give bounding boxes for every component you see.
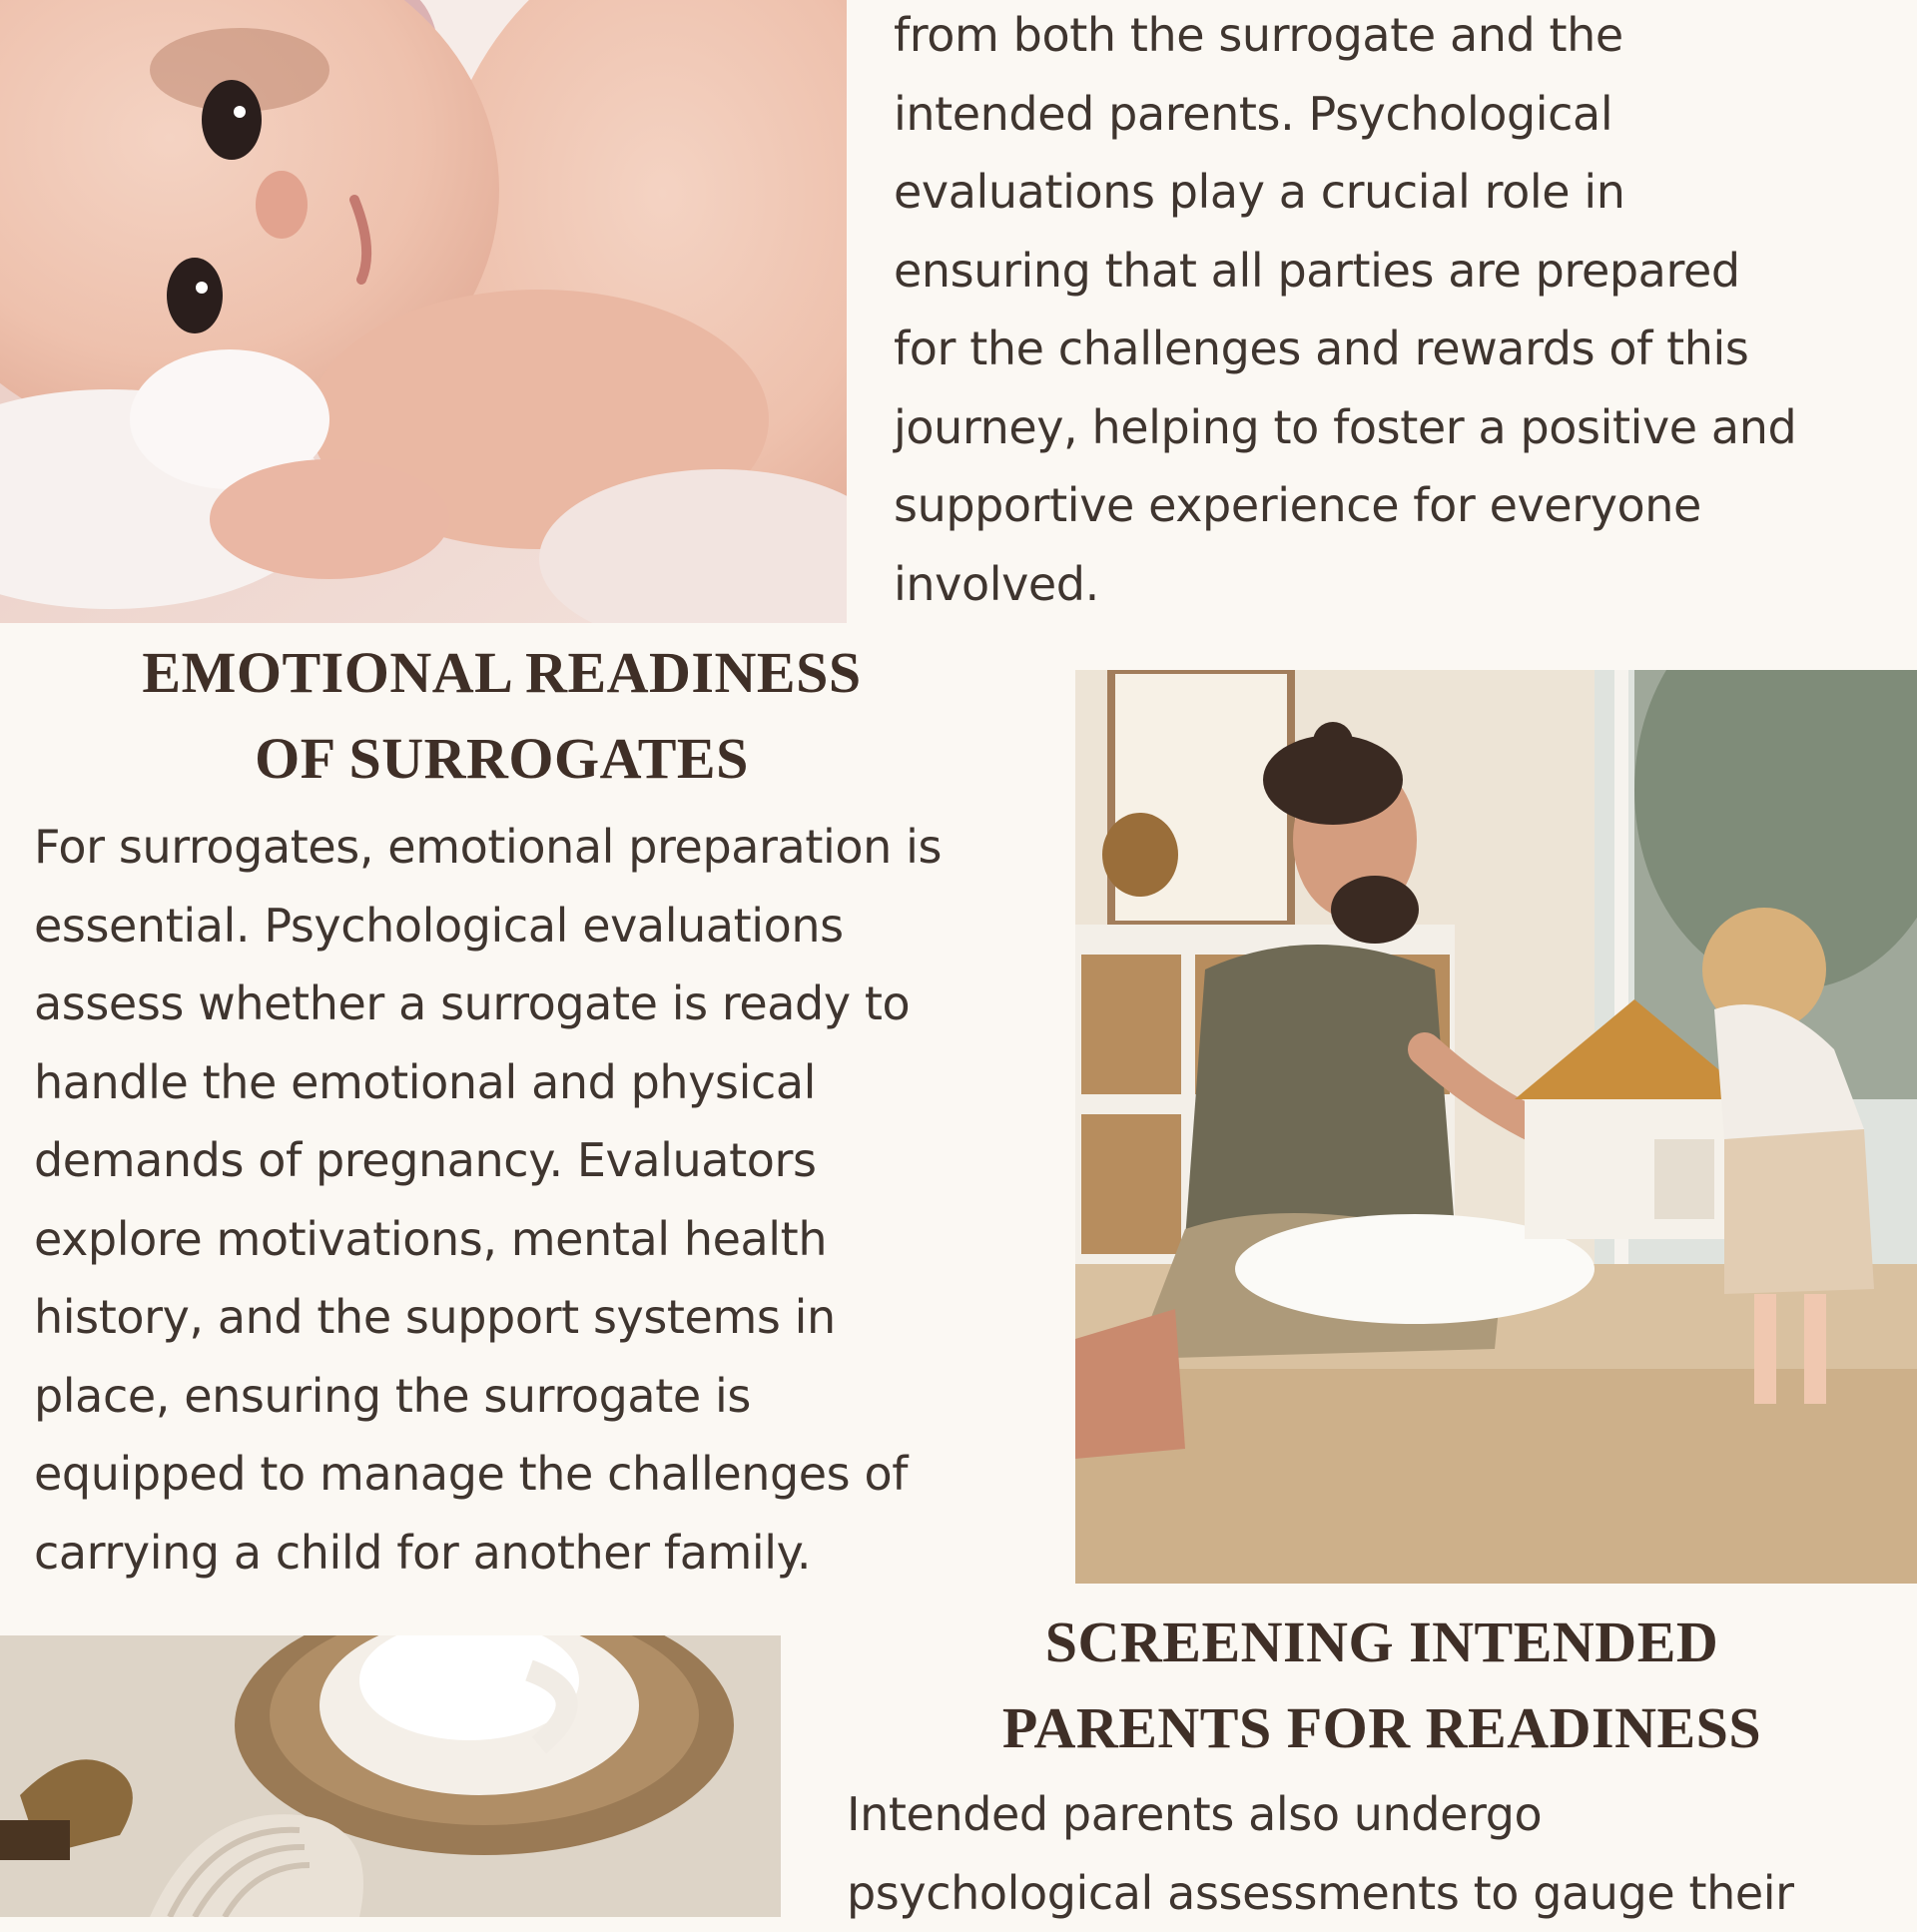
baby-photo <box>0 0 847 623</box>
tray-photo <box>0 1635 781 1917</box>
section-heading-parents: SCREENING INTENDED PARENTS FOR READINESS <box>1001 1610 1762 1760</box>
father-child-photo <box>1075 670 1917 1584</box>
surrogates-paragraph: For surrogates, emotional preparation is essential. Psychological evaluations assess whether a surrogate is ready to handle the emotional and physical demands of pregnancy. Evaluators explore motivations, mental health history, and the support systems in place, ensuring the surrogate is equipped to manage the challenges of carrying a child for another family. <box>34 820 943 1580</box>
intro-paragraph: from both the surrogate and the intended parents. Psychological evaluations play a crucial role in ensuring that all parties are prepared for the challenges and rewards of this journey, helping to foster a positive and supportive experience for everyone involved. <box>894 8 1797 611</box>
section-heading-surrogates: EMOTIONAL READINESS OF SURROGATES <box>142 640 862 791</box>
parents-paragraph: Intended parents also undergo psychological assessments to gauge their <box>847 1787 1794 1920</box>
